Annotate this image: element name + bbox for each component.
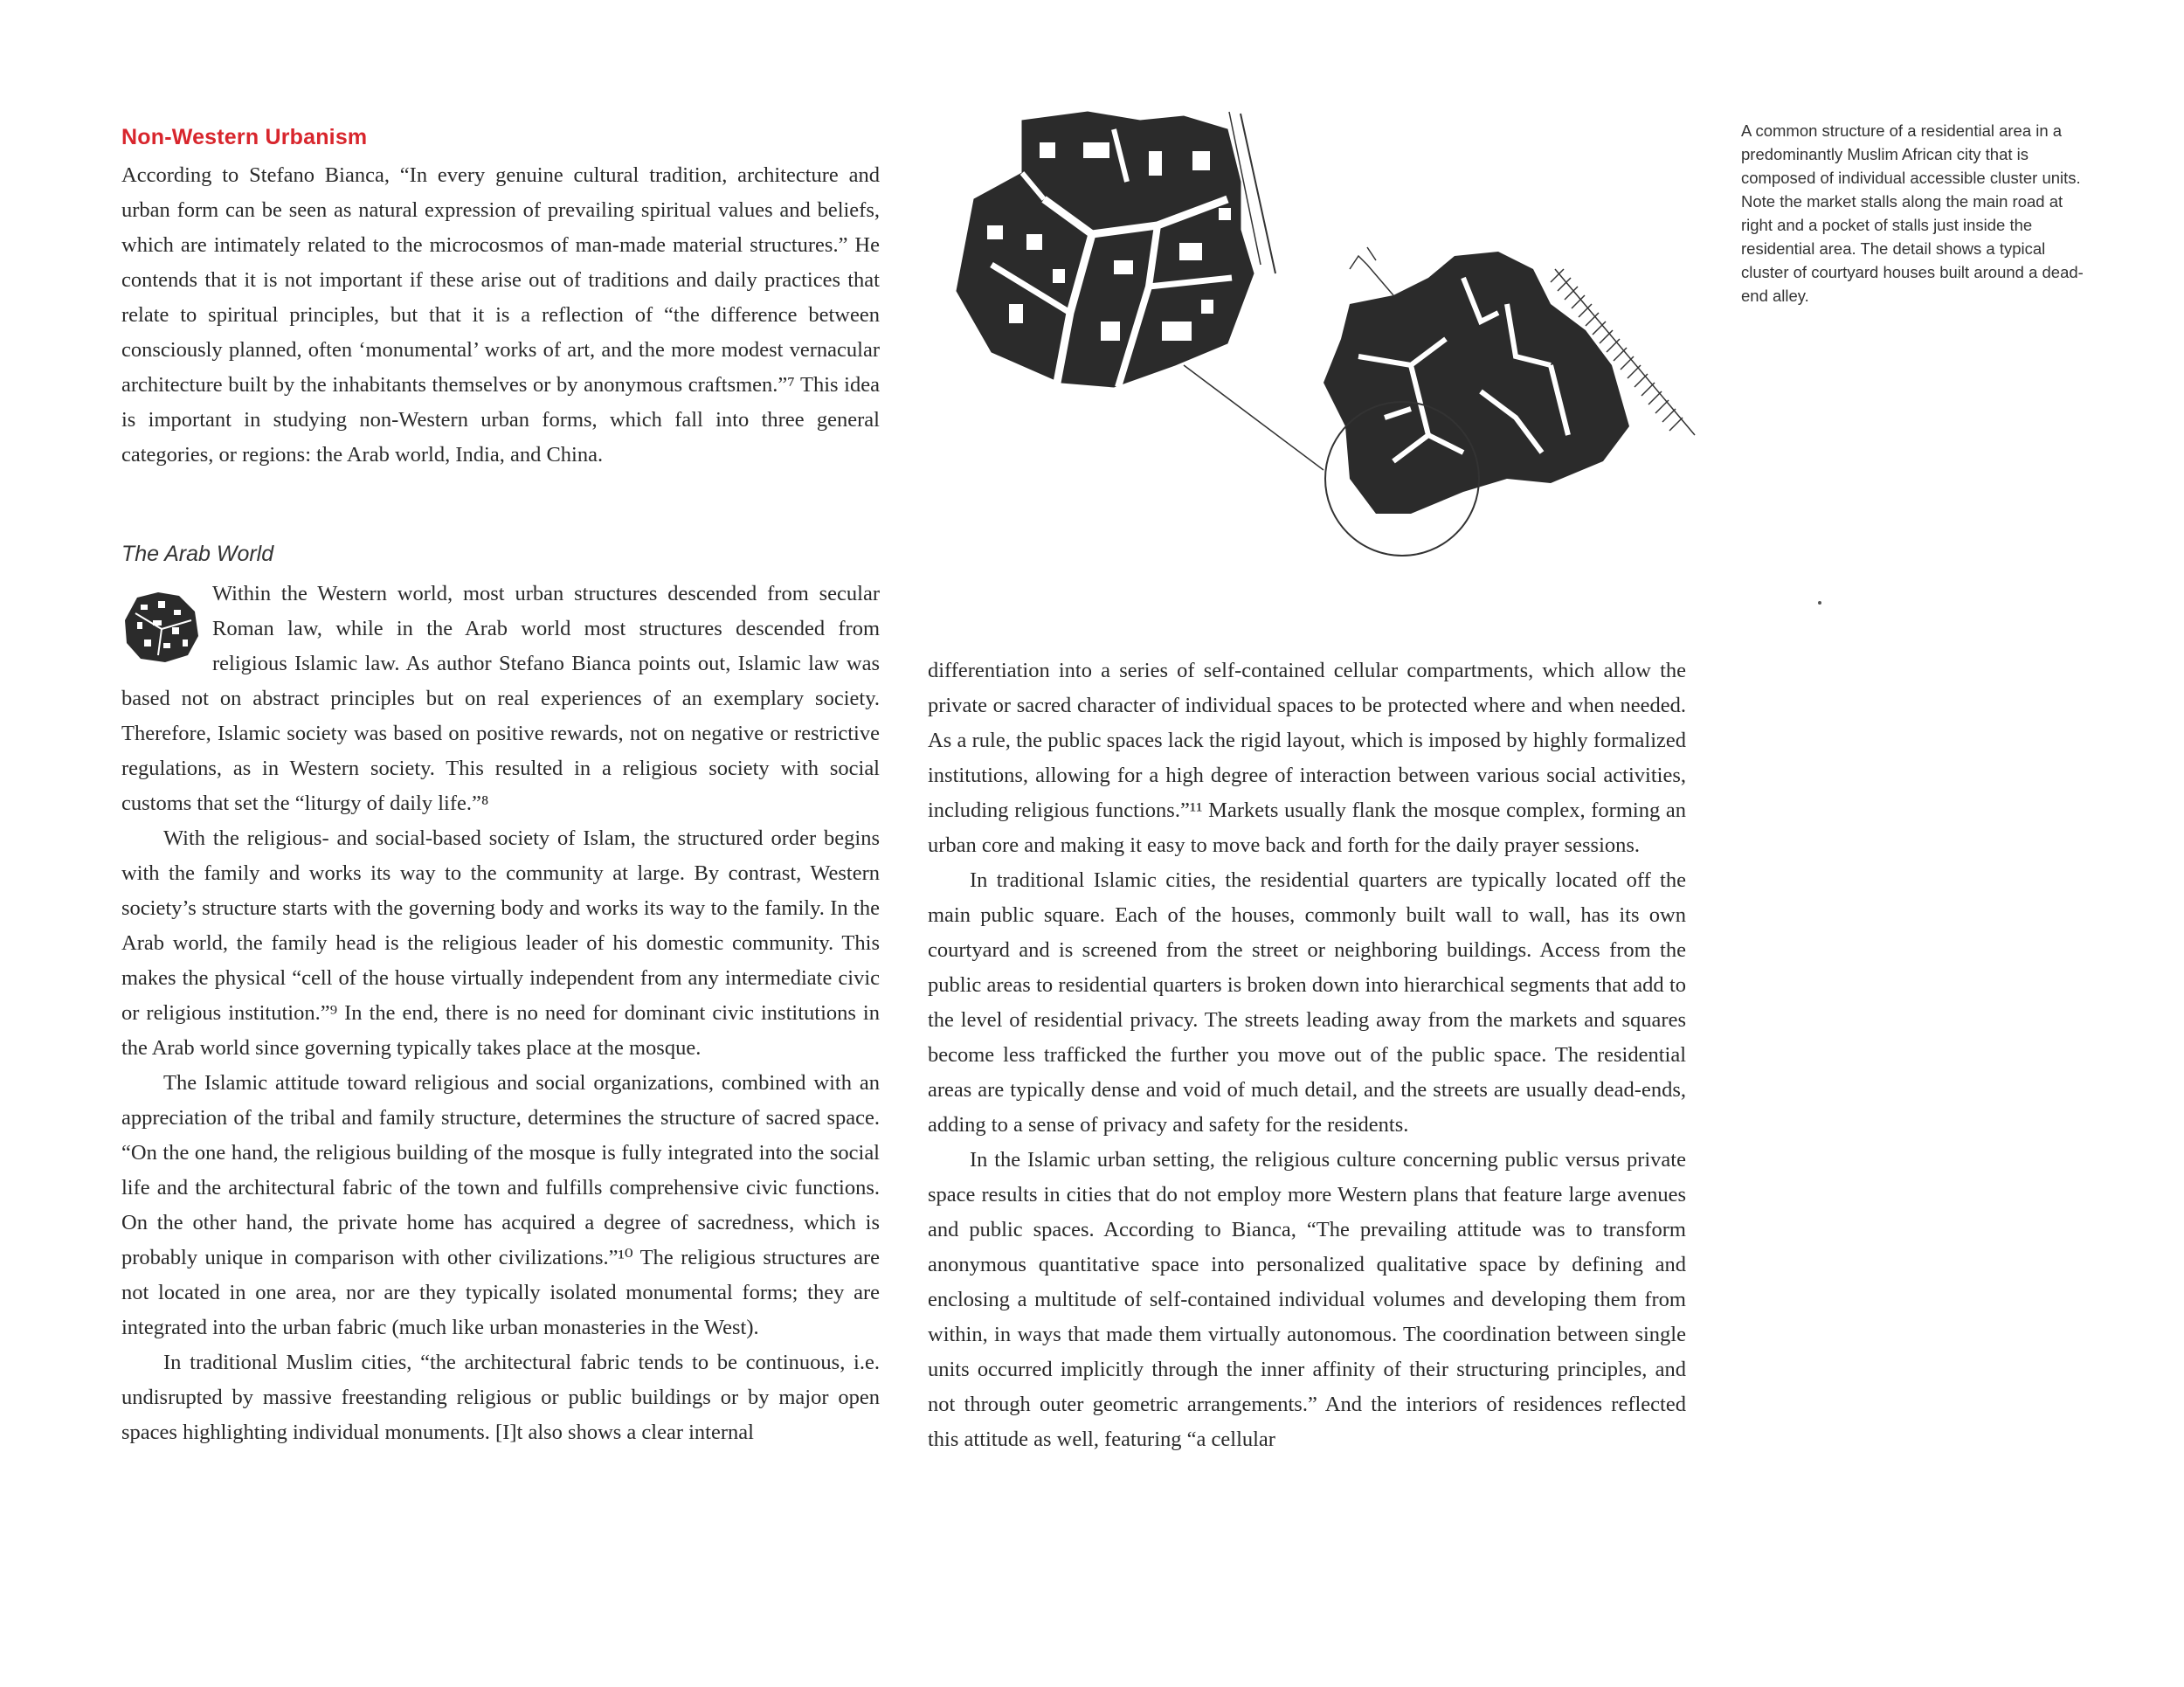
right-column <box>928 653 1686 1457</box>
paragraph: With the religious- and social-based society of Islam, the structured order begins with the family and works its way to the community at large. By contrast, Western society’s structure starts with the governing body and works its way to the family. In the Arab world, the family head is the religious leader of his domestic community. This makes the physical “cell of the house virtually independent from any intermediate civic or religious institution.”⁹ In the end, there is no need for dominant civic institutions in the Arab world since governing typically takes place at the mosque. <box>121 826 880 1060</box>
paragraph: In traditional Islamic cities, the residential quarters are typically located off the main public square. Each of the houses, commonly built wall to wall, has its own courtyard and is screened from the street or neighboring buildings. Access from the public areas to residential quarters is broken down into hierarchical segments that add to the level of residential privacy. The streets leading away from the markets and squares become less trafficked the further you move out of the public space. The residential areas are typically dense and void of much detail, and the streets are usually dead-ends, adding to a sense of privacy and safety for the residents. <box>928 868 1686 1137</box>
section-heading: Non-Western Urbanism <box>121 125 368 149</box>
urban-plan-thumbnail-icon <box>118 585 205 666</box>
paragraph: In the Islamic urban setting, the religious culture concerning public versus private space results in cities that do not employ more Western plans that feature large avenues and public spaces. According to Bianca, “The prevailing attitude was to transform anonymous quantitative space into personalized qualitative space by defining and enclosing a multitude of self-contained individual volumes and developing them from within, in ways that made them virtually autonomous. The coordination between single units occurred implicitly through the inner affinity of their structuring principles, and not through outer geometric arrangements.” And the interiors of residences reflected this attitude as well, featuring “a cellular <box>928 1148 1686 1451</box>
figure-caption: A common structure of a residential area in a predominantly Muslim African city that is composed of individual accessible cluster units. Note the market stalls along the main road at right and a pocket of stalls just inside the residential area. The detail shows a typical cluster of courtyard houses built around a dead-end alley. <box>1741 121 2084 305</box>
left-column <box>121 577 880 1450</box>
subsection-heading: The Arab World <box>121 542 274 566</box>
stray-mark <box>1818 601 1821 605</box>
paragraph: differentiation into a series of self-contained cellular compartments, which allow the private or sacred character of individual spaces to be protected where and when needed. As a rule, the public spaces lack the rigid layout, which is imposed by highly formalized institutions, allowing for a high degree of interaction between various social activities, including religious functions.”¹¹ Markets usually flank the mosque complex, forming an urban core and making it easy to move back and forth for the daily prayer sessions. <box>928 659 1686 857</box>
paragraph: In traditional Muslim cities, “the architectural fabric tends to be continuous, i.e. undisrupted by massive freestanding religious or public buildings or by major open spaces highlighting individual monuments. [I]t also shows a clear internal <box>121 1351 880 1444</box>
paragraph: The Islamic attitude toward religious and social organizations, combined with an appreciation of the tribal and family structure, determines the structure of sacred space. “On the one hand, the religious building of the mosque is fully integrated into the social life and the architectural fabric of the town and fulfills comprehensive civic functions. On the other hand, the private home has acquired a degree of sacredness, which is probably unique in comparison with other civilizations.”¹⁰ The religious structures are not located in one area, nor are they typically isolated monumental forms; they are integrated into the urban fabric (much like urban monasteries in the West). <box>121 1071 880 1339</box>
paragraph: Within the Western world, most urban structures descended from secular Roman law, while in the Arab world most structures descended from religious Islamic law. As author Stefano Bianca points out, Islamic law was based not on abstract principles but on real experiences of an exemplary society. Therefore, Islamic society was based on positive rewards, not on negative or restrictive regulations, as in Western society. This resulted in a religious society with social customs that set the “liturgy of daily life.”⁸ <box>121 582 880 815</box>
urban-plan-diagram <box>939 103 1699 579</box>
intro-paragraph: According to Stefano Bianca, “In every genuine cultural tradition, architecture and urban form can be seen as natural expression of prevailing spiritual values and beliefs, which are intimately related to the microcosmos of man-made material structures.” He contends that it is not important if these arise out of traditions and daily practices that relate to spiritual principles, but that it is a reflection of “the difference between consciously planned, often ‘monumental’ works of art, and the more modest vernacular architecture built by the inhabitants themselves or by anonymous craftsmen.”⁷ This idea is important in studying non-Western urban forms, which fall into three general categories, or regions: the Arab world, India, and China. <box>121 163 880 467</box>
